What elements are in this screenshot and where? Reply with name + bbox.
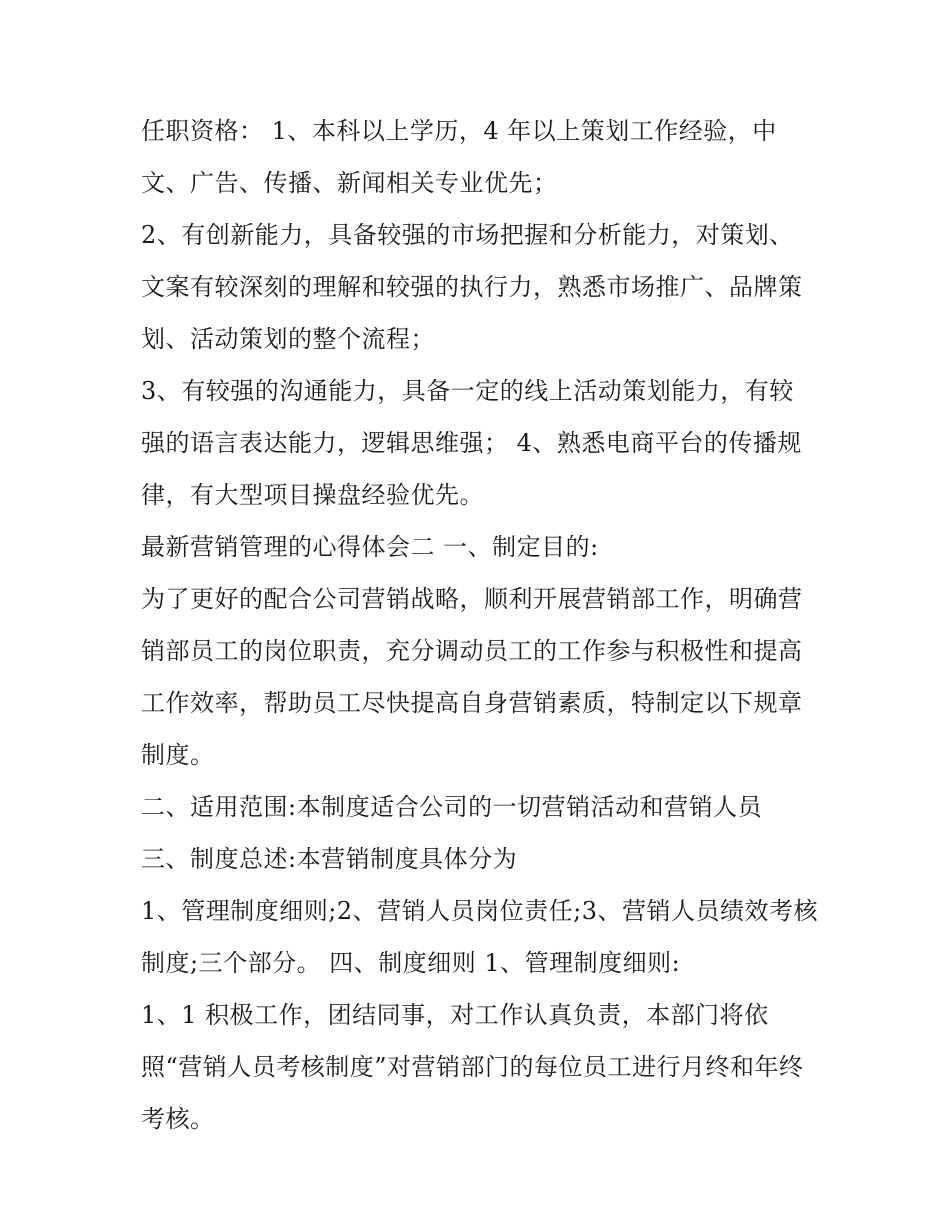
text-line: 制度。 bbox=[141, 741, 215, 769]
text-line: 照“营销人员考核制度”对营销部门的每位员工进行月终和年终 bbox=[141, 1053, 804, 1081]
text-line: 三、制度总述:本营销制度具体分为 bbox=[141, 845, 518, 873]
text-line: 划、活动策划的整个流程； bbox=[141, 325, 435, 353]
text-line: 制度;三个部分。 四、制度细则 1、管理制度细则: bbox=[141, 949, 681, 977]
text-line: 二、适用范围:本制度适合公司的一切营销活动和营销人员 bbox=[141, 793, 763, 821]
text-line: 3、有较强的沟通能力，具备一定的线上活动策划能力，有较 bbox=[141, 377, 794, 405]
text-line: 文、广告、传播、新闻相关专业优先； bbox=[141, 169, 558, 197]
section-heading: 最新营销管理的心得体会二 一、制定目的: bbox=[141, 533, 599, 561]
text-line: 为了更好的配合公司营销战略，顺利开展营销部工作，明确营 bbox=[141, 585, 803, 613]
text-line: 文案有较深刻的理解和较强的执行力，熟悉市场推广、品牌策 bbox=[141, 273, 803, 301]
text-line: 工作效率，帮助员工尽快提高自身营销素质，特制定以下规章 bbox=[141, 689, 803, 717]
text-line: 强的语言表达能力，逻辑思维强； 4、熟悉电商平台的传播规 bbox=[141, 429, 802, 457]
document-body bbox=[141, 108, 841, 1148]
text-line: 律，有大型项目操盘经验优先。 bbox=[141, 481, 484, 509]
text-line: 1、管理制度细则;2、营销人员岗位责任;3、营销人员绩效考核 bbox=[141, 897, 818, 925]
text-line: 1、1 积极工作，团结同事，对工作认真负责，本部门将依 bbox=[141, 1001, 769, 1029]
text-line: 销部员工的岗位职责，充分调动员工的工作参与积极性和提高 bbox=[141, 637, 803, 665]
text-line: 考核。 bbox=[141, 1105, 215, 1133]
text-line: 2、有创新能力，具备较强的市场把握和分析能力，对策划、 bbox=[141, 221, 794, 249]
text-line: 任职资格： 1、本科以上学历，4 年以上策划工作经验，中 bbox=[141, 117, 777, 145]
